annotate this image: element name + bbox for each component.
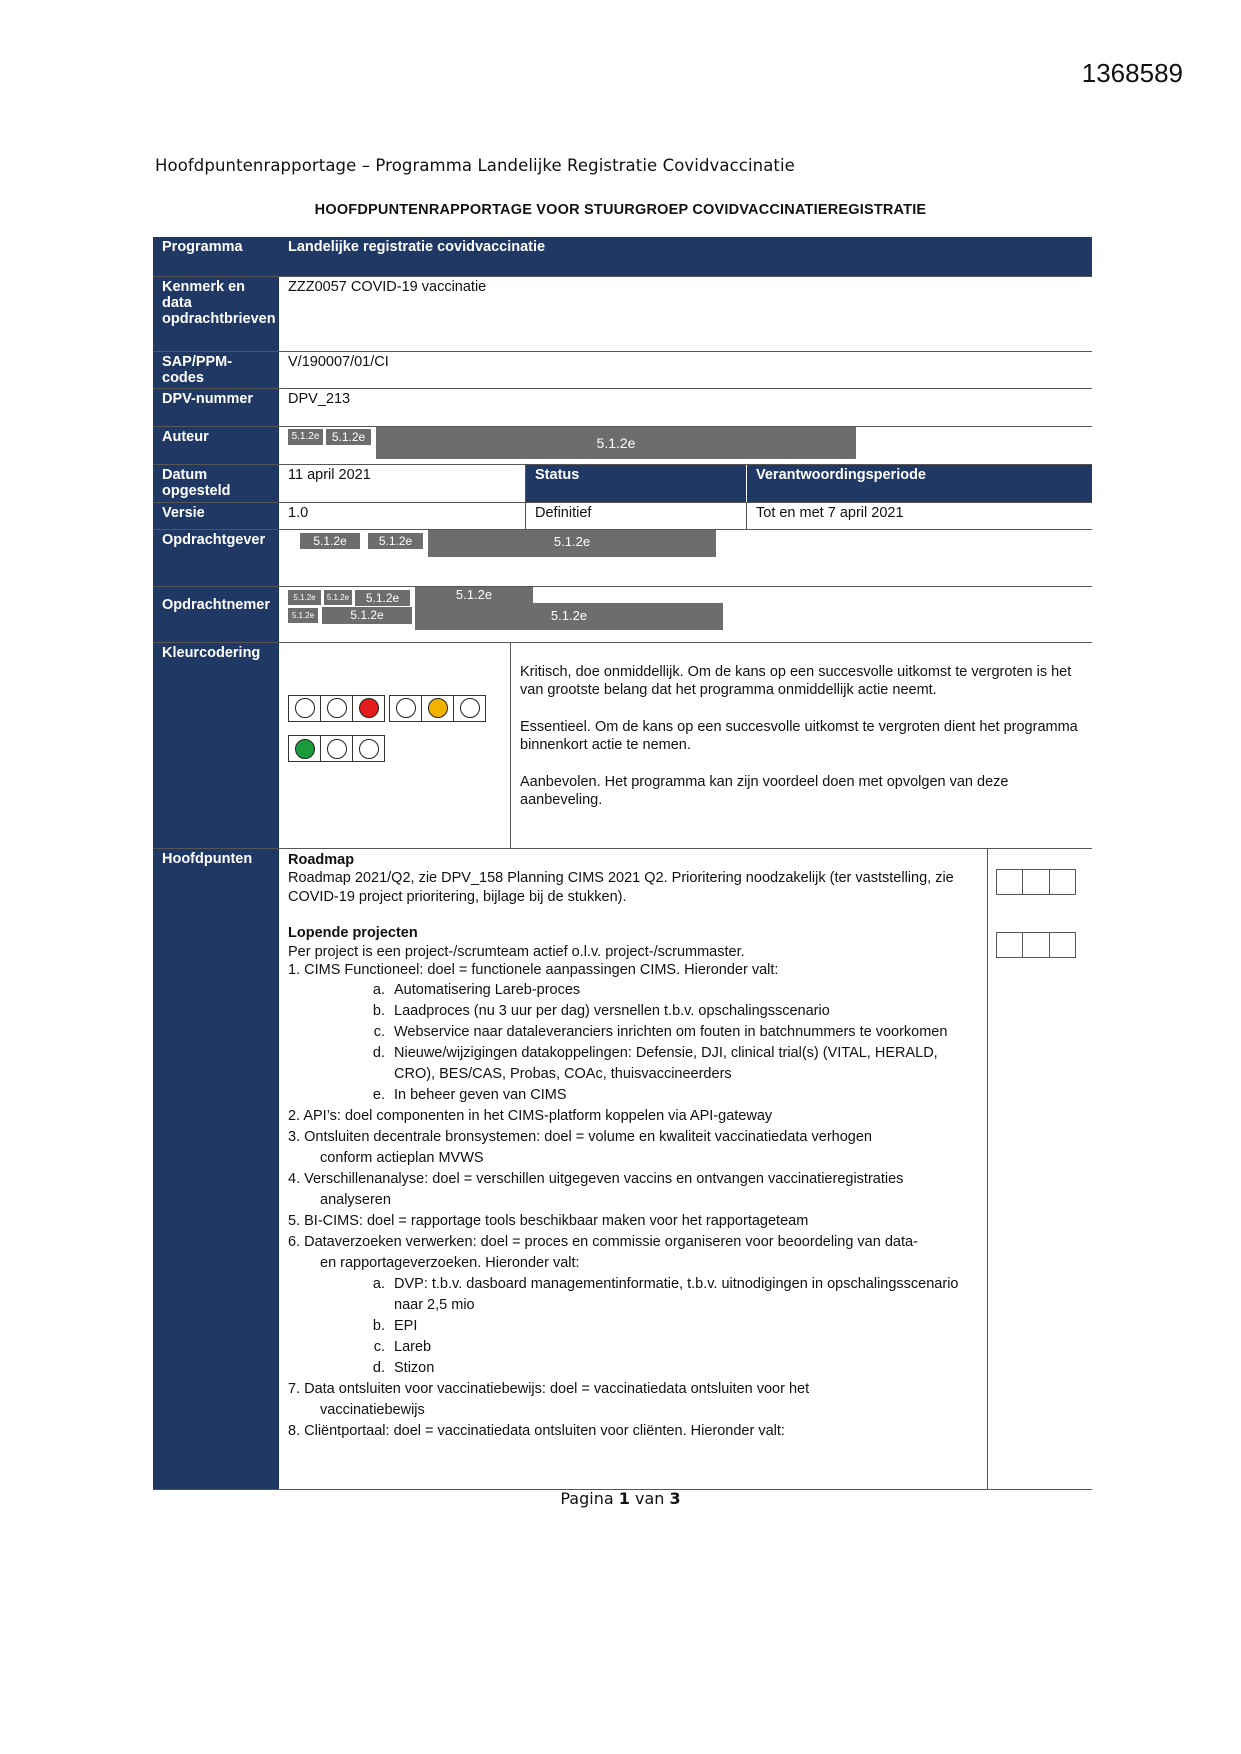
status-column xyxy=(988,849,1093,1489)
value-sap: V/190007/01/CI xyxy=(279,351,1092,388)
label-sap: SAP/PPM-codes xyxy=(153,351,279,388)
list-item: e. In beheer geven van CIMS xyxy=(372,1086,567,1103)
project-7: 7. Data ontsluiten voor vaccinatiebewijs: doel = vaccinatiedata ontsluiten voor het xyxy=(288,1380,810,1397)
kleur-text-red: Kritisch, doe onmiddellijk. Om de kans op een succesvolle uitkomst te vergroten is het van grootste belang dat het programma onmiddellijk actie neemt. xyxy=(520,663,1072,698)
page-header: Hoofdpuntenrapportage – Programma Landelijke Registratie Covidvaccinatie xyxy=(155,156,795,175)
value-opdrachtnemer xyxy=(279,586,1092,642)
label-kenmerk: Kenmerk en data opdrachtbrieven xyxy=(153,276,279,351)
list-item: d. Stizon xyxy=(372,1359,435,1376)
project-3-cont: conform actieplan MVWS xyxy=(320,1149,484,1166)
redaction-box: 5.1.2e xyxy=(300,533,360,549)
roadmap-text: Roadmap 2021/Q2, zie DPV_158 Planning CIMS 2021 Q2. Prioritering noodzakelijk (ter vaststelling, zie COVID-19 project prioritering, bijlage bij de stukken). xyxy=(288,870,954,905)
redaction-box: 5.1.2e xyxy=(415,587,533,605)
list-item: c. Webservice naar dataleveranciers inrichten om fouten in batchnummers te voorkomen xyxy=(373,1023,948,1040)
project-4: 4. Verschillenanalyse: doel = verschillen uitgegeven vaccins en ontvangen vaccinatieregistraties xyxy=(288,1170,904,1187)
project-6: 6. Dataverzoeken verwerken: doel = proces en commissie organiseren voor beoordeling van data- xyxy=(288,1233,918,1250)
label-hoofdpunten: Hoofdpunten xyxy=(153,848,279,1489)
value-periode: Tot en met 7 april 2021 xyxy=(756,504,904,521)
redaction-box: 5.1.2e xyxy=(326,429,371,445)
project-6-items xyxy=(288,1274,978,1379)
circle-icon xyxy=(327,698,347,718)
label-opdrachtnemer: Opdrachtnemer xyxy=(153,586,279,642)
list-item: b. EPI xyxy=(372,1317,418,1334)
report-table xyxy=(153,237,1092,1490)
label-datum: Datum opgesteld xyxy=(153,464,279,502)
redaction-box: 5.1.2e xyxy=(376,427,856,459)
kleur-text-green: Aanbevolen. Het programma kan zijn voordeel doen met opvolgen van deze aanbeveling. xyxy=(520,773,1009,808)
total-pages: 3 xyxy=(669,1489,681,1508)
status-boxes-lopende xyxy=(996,932,1076,958)
list-item: a. Automatisering Lareb-proces xyxy=(372,981,581,998)
lopende-heading: Lopende projecten xyxy=(288,925,418,941)
circle-icon xyxy=(396,698,416,718)
status-boxes-roadmap xyxy=(996,869,1076,895)
label-versie: Versie xyxy=(153,502,279,529)
project-8: 8. Cliëntportaal: doel = vaccinatiedata ontsluiten voor cliënten. Hieronder valt: xyxy=(288,1422,785,1439)
value-datum: 11 april 2021 xyxy=(279,465,526,502)
green-circle-icon xyxy=(295,739,315,759)
redaction-box: 5.1.2e xyxy=(288,590,321,605)
project-1: 1. CIMS Functioneel: doel = functionele aanpassingen CIMS. Hieronder valt: xyxy=(288,962,779,978)
list-item: b. Laadproces (nu 3 uur per dag) versnellen t.b.v. opschalingsscenario xyxy=(372,1002,830,1019)
roadmap-heading: Roadmap xyxy=(288,851,355,868)
value-dpv: DPV_213 xyxy=(279,388,1092,426)
lopende-intro: Per project is een project-/scrumteam actief o.l.v. project-/scrummaster. xyxy=(288,943,745,960)
project-7-cont: vaccinatiebewijs xyxy=(320,1401,425,1418)
page-footer: Pagina 1 van 3 xyxy=(560,1489,681,1508)
report-title: HOOFDPUNTENRAPPORTAGE VOOR STUURGROEP COVIDVACCINATIEREGISTRATIE xyxy=(314,202,927,218)
redaction-box: 5.1.2e xyxy=(322,607,412,624)
circle-icon xyxy=(460,698,480,718)
circle-icon xyxy=(295,698,315,718)
label-status: Status xyxy=(526,465,747,502)
label-opdrachtgever: Opdrachtgever xyxy=(153,529,279,586)
orange-circle-icon xyxy=(428,698,448,718)
label-dpv: DPV-nummer xyxy=(153,388,279,426)
redaction-box: 5.1.2e xyxy=(324,590,352,605)
value-kenmerk: ZZZ0057 COVID-19 vaccinatie xyxy=(279,276,1092,351)
list-item: c. Lareb xyxy=(373,1338,432,1355)
redaction-box: 5.1.2e xyxy=(368,533,423,549)
traffic-light-green xyxy=(288,735,385,762)
project-4-cont: analyseren xyxy=(320,1191,391,1208)
redaction-box: 5.1.2e xyxy=(288,429,323,445)
circle-icon xyxy=(359,739,379,759)
traffic-light-orange xyxy=(389,695,486,722)
list-item: a. DVP: t.b.v. dasboard managementinformatie, t.b.v. uitnodigingen in opschalingsscenario naar 2,5 mio xyxy=(372,1275,959,1313)
red-circle-icon xyxy=(359,698,379,718)
value-status: Definitief xyxy=(526,503,747,529)
project-1-items xyxy=(288,980,978,1106)
circle-icon xyxy=(327,739,347,759)
list-item: d. Nieuwe/wijzigingen datakoppelingen: Defensie, DJI, clinical trial(s) (VITAL, HERALD, CRO), BES/CAS, Probas, COAc, thuisvaccineerders xyxy=(372,1044,938,1082)
value-programma: Landelijke registratie covidvaccinatie xyxy=(279,237,1092,276)
current-page: 1 xyxy=(618,1489,630,1508)
value-versie: 1.0 xyxy=(279,503,526,529)
project-5: 5. BI-CIMS: doel = rapportage tools beschikbaar maken voor het rapportageteam xyxy=(288,1212,809,1229)
label-auteur: Auteur xyxy=(153,426,279,464)
label-kleurcodering: Kleurcodering xyxy=(153,642,279,848)
redaction-box: 5.1.2e xyxy=(415,603,723,630)
project-6-cont: en rapportageverzoeken. Hieronder valt: xyxy=(320,1254,580,1271)
document-number: 1368589 xyxy=(1081,58,1183,88)
value-auteur xyxy=(279,426,1092,464)
traffic-light-red xyxy=(288,695,385,722)
value-opdrachtgever xyxy=(279,529,1092,586)
label-programma: Programma xyxy=(153,237,279,276)
project-3: 3. Ontsluiten decentrale bronsystemen: doel = volume en kwaliteit vaccinatiedata verhogen xyxy=(288,1128,872,1145)
redaction-box: 5.1.2e xyxy=(288,608,318,623)
traffic-light-legend xyxy=(279,643,511,848)
redaction-box: 5.1.2e xyxy=(355,590,410,606)
redaction-box: 5.1.2e xyxy=(428,530,716,557)
project-2: 2. API’s: doel componenten in het CIMS-platform koppelen via API-gateway xyxy=(288,1107,773,1124)
label-periode: Verantwoordingsperiode xyxy=(747,465,1093,502)
kleur-text-orange: Essentieel. Om de kans op een succesvolle uitkomst te vergroten dient het programma binnenkort actie te nemen. xyxy=(520,718,1078,753)
hoofdpunten-content xyxy=(279,849,988,1489)
